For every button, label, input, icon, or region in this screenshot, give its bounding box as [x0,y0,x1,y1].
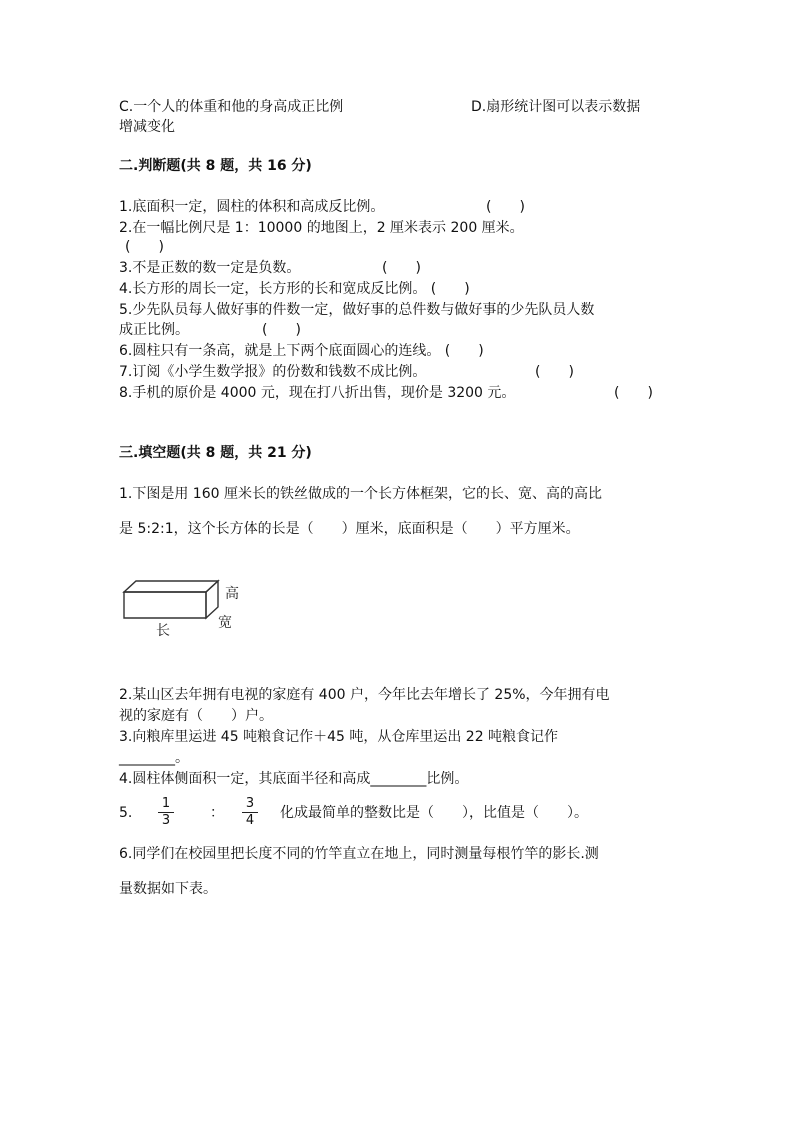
judge-q8: 8.手机的原价是 4000 元，现在打八折出售，现价是 3200 元。 [119,385,516,401]
section2-title: 二.判断题(共 8 题，共 16 分) [119,158,312,174]
judge-q7-blank: ( ) [535,364,574,380]
fill-q1-line1: 1.下图是用 160 厘米长的铁丝做成的一个长方体框架，它的长、宽、高的高比 [119,486,602,502]
fill-q2-line2: 视的家庭有（ ）户。 [119,708,273,724]
fraction-numerator: 3 [242,796,258,813]
judge-q1: 1.底面积一定，圆柱的体积和高成反比例。 [119,199,385,215]
fill-q6-line2: 量数据如下表。 [119,881,217,897]
fraction-one-third [158,796,174,829]
judge-q5-blank: ( ) [262,322,301,338]
cuboid-front-face [124,592,206,618]
judge-q2: 2.在一幅比例尺是 1：10000 的地图上，2 厘米表示 200 厘米。 [119,220,524,236]
fraction-denominator: 4 [245,813,255,828]
fill-q3-line1: 3.向粮库里运进 45 吨粮食记作＋45 吨，从仓库里运出 22 吨粮食记作 [119,729,559,745]
fill-q5-colon: ： [210,805,224,821]
option-c: C.一个人的体重和他的身高成正比例 [119,99,344,115]
fill-q1-line2: 是 5:2:1，这个长方体的长是（ ）厘米，底面积是（ ）平方厘米。 [119,521,580,537]
fraction-denominator: 3 [161,813,171,828]
cuboid-top-face [124,581,218,592]
cuboid-height-label: 高 [225,586,239,602]
judge-q4: 4.长方形的周长一定，长方形的长和宽成反比例。 ( ) [119,281,470,297]
fill-q5-number: 5. [119,805,133,821]
cuboid-length-label: 长 [156,623,170,639]
judge-q3: 3.不是正数的数一定是负数。 [119,260,301,276]
judge-q1-blank: ( ) [486,199,525,215]
judge-q8-blank: ( ) [614,385,653,401]
judge-q6: 6.圆柱只有一条高，就是上下两个底面圆心的连线。 ( ) [119,343,484,359]
option-d: D.扇形统计图可以表示数据 [471,99,641,115]
cuboid-width-label: 宽 [218,615,232,631]
fill-q4: 4.圆柱体侧面积一定，其底面半径和高成________比例。 [119,771,469,787]
fill-q5-text: 化成最简单的整数比是（ ），比值是（ ）。 [280,805,588,821]
option-d-continued: 增减变化 [119,119,175,135]
section3-title: 三.填空题(共 8 题，共 21 分) [119,445,312,461]
fill-q6-line1: 6.同学们在校园里把长度不同的竹竿直立在地上，同时测量每根竹竿的影长.测 [119,846,599,862]
fraction-three-quarters [242,796,258,829]
fill-q3-line2: ________。 [119,750,189,766]
judge-q3-blank: ( ) [382,260,421,276]
judge-q5: 5.少先队员每人做好事的件数一定，做好事的总件数与做好事的少先队员人数 [119,302,595,318]
judge-q7: 7.订阅《小学生数学报》的份数和钱数不成比例。 [119,364,427,380]
fill-q2-line1: 2.某山区去年拥有电视的家庭有 400 户，今年比去年增长了 25%，今年拥有电 [119,687,610,703]
fraction-numerator: 1 [158,796,174,813]
judge-q5-continued: 成正比例。 [119,322,189,338]
judge-q2-blank: ( ) [125,239,164,255]
cuboid-side-face [206,581,218,618]
cuboid-figure [118,574,248,644]
